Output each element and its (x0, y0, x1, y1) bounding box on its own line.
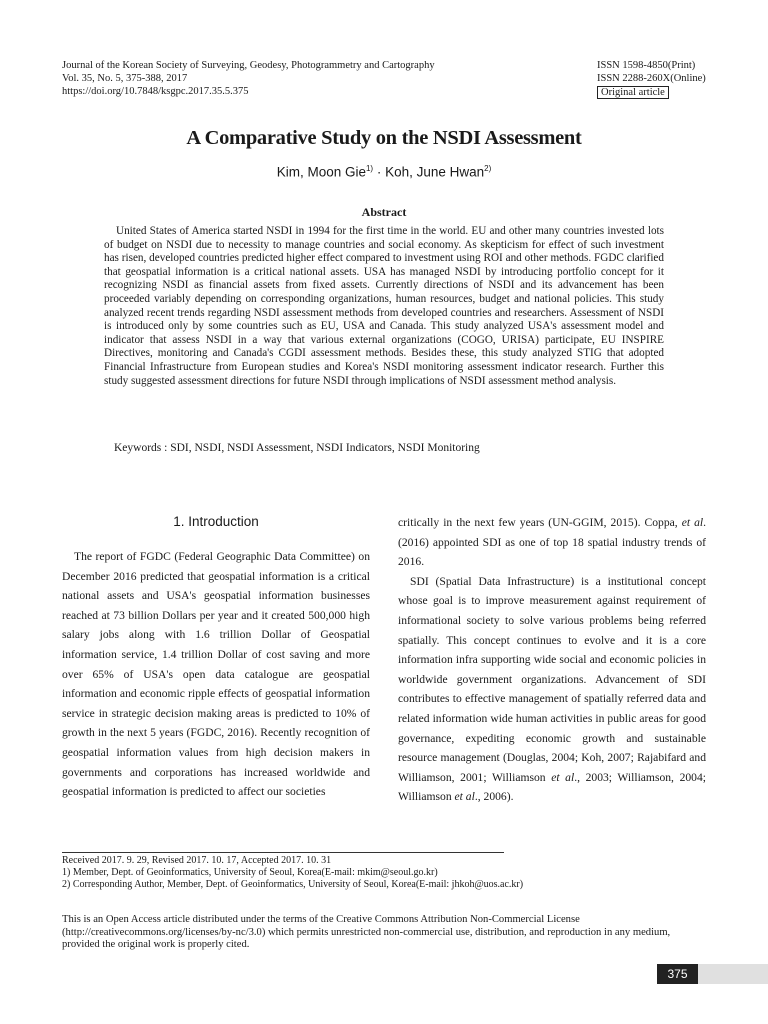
author-separator: · (373, 164, 386, 180)
footnote-2: 2) Corresponding Author, Member, Dept. of Geoinformatics, University of Seoul, Korea(E-mail: jhkoh@uos.ac.kr) (62, 879, 524, 891)
license-notice: This is an Open Access article distributed under the terms of the Creative Commons Attribution Non-Commercial License (http://creativecommons.org/licenses/by-nc/3.0) which permits unrestricted non-commercial use, distribution, and reproduction in any medium, provided the original work is properly cited. (62, 914, 671, 951)
page-footer-bar (657, 964, 768, 984)
left-column (62, 513, 370, 802)
author-2-mark: 2) (484, 164, 492, 173)
intro-paragraph-1-continued (398, 513, 706, 572)
et-al: et al (454, 790, 475, 804)
abstract-heading: Abstract (361, 205, 407, 219)
section-heading-introduction: 1. Introduction (173, 514, 259, 529)
author-line (0, 164, 768, 180)
journal-header (62, 59, 435, 98)
right-column (398, 513, 706, 807)
para-text: SDI (Spatial Data Infrastructure) is a institutional concept whose goal is to improve measurement against requirement of informational society to solve various problems being referred spatially. This concept continues to evolve and it is a core information infra supporting wide social and economic policies in worldwide government organizations. Advancement of SDI contributes to effective management of spatially referred data and related information wide human activities in public areas for good governance, expediting economic growth and sustainable resource management (Douglas, 2004; Koh, 2007; Rajabifard and Williamson, 2001; Williamson (398, 574, 706, 784)
abstract-text: United States of America started NSDI in 1994 for the first time in the world. EU and other many countries invested lots of budget on NSDI due to necessity to manage countries and social economy. As skepticism for effect of such investment has risen, developed countries predicted higher effect compared to investment using ROI and other methods. FGDC clarified that geospatial information is a critical national assets. USA has managed NSDI by introducing portfolio concept for it recognizing NSDI as financial assets from fixed assets. Currently directions of NSDI and its advancement has been proceeded variably depending on corresponding organizations, human resources, budget and national policies. This study analyzed recent trends regarding NSDI assessment methods from developed countries and researchers. Assessment of NSDI is introduced only by some countries such as EU, USA and Canada. This study analyzed USA's assessment model and indicator that assess NSDI in a way that various external organizations (COGO, URISA) participate, EU INSPIRE Directives, monitoring and Canada's CGDI assessment methods. Besides these, this study analyzed STIG that adopted Financial Infrastructure from European studies and Korea's NSDI monitoring assessment indicator research. Further this study suggested assessment directions for future NSDI through implications of NSDI assessment method analysis. (104, 225, 664, 387)
para-text: ., 2006). (474, 790, 514, 804)
journal-volume: Vol. 35, No. 5, 375-388, 2017 (62, 73, 188, 84)
paper-title: A Comparative Study on the NSDI Assessment (186, 127, 582, 149)
intro-paragraph-2 (398, 572, 706, 807)
author-1-mark: 1) (365, 164, 374, 173)
et-al: et al (551, 770, 575, 784)
issn-online: ISSN 2288-260X(Online) (597, 73, 706, 84)
keywords: Keywords : SDI, NSDI, NSDI Assessment, NSDI Indicators, NSDI Monitoring (114, 442, 480, 454)
para-text: critically in the next few years (UN-GGIM, 2015). Coppa, (398, 516, 682, 529)
footnote-divider (62, 852, 504, 853)
received-dates: Received 2017. 9. 29, Revised 2017. 10. 17, Accepted 2017. 10. 31 (62, 855, 332, 866)
author-2: Koh, June Hwan (385, 164, 485, 180)
para-text: ., 2003; Williamson, 2004; Williamson (398, 770, 706, 804)
journal-name: Journal of the Korean Society of Surveying, Geodesy, Photogrammetry and Cartography (62, 60, 435, 71)
intro-paragraph-1: The report of FGDC (Federal Geographic Data Committee) on December 2016 predicted that geospatial information is a critical national assets and USA's geospatial information businesses reached at 73 billion Dollars per year and it created 500,000 high salary jobs along with 1.6 trillion Dollar of Geospatial information service, 1.4 trillion Dollar of cost saving and more over 65% of USA's open data catalogue are geospatial information and economic ripple effects of geospatial information service in strategic decision making areas is predicted to 10% of growth in the next 5 years (FGDC, 2016). Recently recognition of geospatial information values from high decision makers in governments and corporations has increased worldwide and geospatial information is predicted to affect our societies (62, 550, 370, 799)
doi-link[interactable]: https://doi.org/10.7848/ksgpc.2017.35.5.375 (62, 86, 249, 97)
footnote-1: 1) Member, Dept. of Geoinformatics, University of Seoul, Korea(E-mail: mkim@seoul.go.kr) (62, 867, 438, 879)
issn-block (597, 59, 706, 99)
para-text: . (2016) appointed SDI as one of top 18 spatial industry trends of 2016. (398, 516, 706, 569)
page-number: 375 (657, 964, 698, 984)
issn-print: ISSN 1598-4850(Print) (597, 60, 696, 71)
footnotes (62, 855, 523, 892)
et-al: et al (681, 516, 704, 529)
article-type-badge: Original article (597, 86, 669, 99)
author-1: Kim, Moon Gie (276, 164, 366, 180)
